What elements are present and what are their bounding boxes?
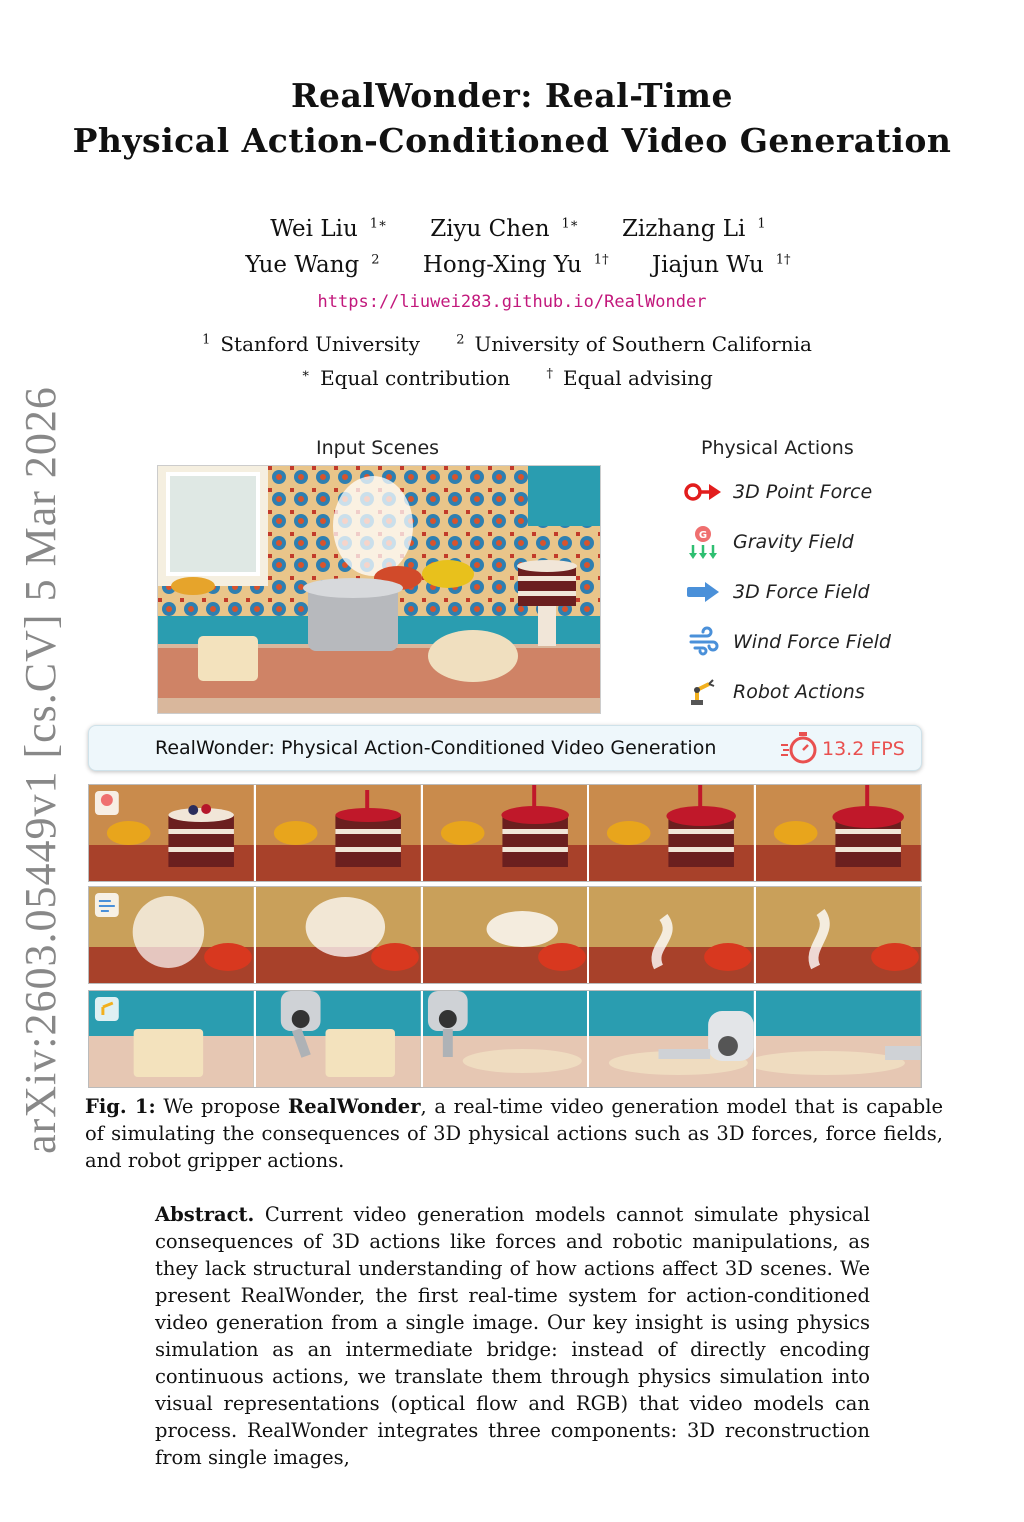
action-label: Gravity Field [733, 531, 854, 553]
author: Zizhang Li $^1$ [621, 216, 766, 242]
paper-title-line2: Physical Action-Conditioned Video Generation [72, 121, 952, 160]
author: Yue Wang $^2$ [245, 252, 380, 278]
video-frame [256, 991, 423, 1087]
action-robot-actions [683, 675, 865, 709]
action-label: 3D Point Force [733, 481, 873, 503]
stopwatch-icon [780, 731, 818, 769]
video-frame [423, 991, 590, 1087]
video-frame [423, 887, 590, 983]
frame-strip-gravity [88, 784, 922, 882]
action-label: Robot Actions [733, 681, 865, 703]
input-scene-image [157, 465, 601, 714]
action-wind-force-field [683, 625, 891, 659]
video-frame [89, 887, 256, 983]
author: Wei Liu $^{1∗}$ [270, 216, 387, 242]
video-frame [423, 785, 590, 881]
arxiv-stamp: arXiv:2603.05449v1 [cs.CV] 5 Mar 2026 [16, 386, 65, 1154]
authors-line1 [0, 216, 1024, 242]
video-frame [756, 991, 921, 1087]
video-frame [589, 785, 756, 881]
video-frame [256, 785, 423, 881]
video-frame [89, 785, 256, 881]
video-frame [589, 887, 756, 983]
video-frame [256, 887, 423, 983]
figure-caption: Fig. 1: We propose RealWonder, a real-time video generation model that is capable of simulating the consequences of 3D physical actions such as 3D forces, force fields, and robot gripper actions. [85, 1095, 944, 1172]
video-frame [89, 991, 256, 1087]
action-force-field [683, 575, 870, 609]
action-label: 3D Force Field [733, 581, 870, 603]
contribution-notes: ∗ Equal contribution † Equal advising [301, 366, 713, 390]
abstract: Abstract. Current video generation models cannot simulate physical consequences of 3D actions like forces and robotic manipulations, as they lack structural understanding of how actions affect 3D scenes. We present RealWonder, the first real-time system for action-conditioned video generation from a single image. Our key insight is using physics simulation as an intermediate bridge: instead of directly encoding continuous actions, we translate them through physics simulation into visual representations (optical flow and RGB) that video models can process. RealWonder integrates three components: 3D reconstruction from single images, [155, 1203, 870, 1469]
fps-readout: 13.2 FPS [822, 738, 905, 760]
action-point-force [683, 475, 872, 509]
paper-title-line1: RealWonder: Real-Time [291, 76, 733, 115]
video-frame [756, 887, 921, 983]
banner-title: RealWonder: Physical Action-Conditioned Video Generation [155, 737, 717, 759]
input-scenes-label: Input Scenes [316, 437, 440, 459]
frame-strip-robot [88, 990, 922, 1088]
author: Ziyu Chen $^{1∗}$ [430, 216, 579, 242]
author: Hong-Xing Yu $^{1\dagger}$ [422, 252, 609, 278]
video-frame [756, 785, 921, 881]
gravity-field-icon [683, 527, 723, 557]
action-label: Wind Force Field [733, 631, 891, 653]
wind-icon [683, 627, 723, 657]
svg-text:G: G [698, 530, 708, 541]
author: Jiajun Wu $^{1\dagger}$ [651, 252, 791, 278]
video-frame [589, 991, 756, 1087]
affiliations: $^1$ Stanford University $^2$ University of Southern California [202, 332, 812, 356]
physical-actions-label: Physical Actions [701, 437, 854, 459]
frame-strip-wind [88, 886, 922, 984]
authors-line2 [0, 252, 1024, 278]
robot-arm-icon [683, 677, 723, 707]
project-url-link[interactable]: https://liuwei283.github.io/RealWonder [317, 292, 707, 312]
point-force-icon [683, 477, 723, 507]
action-gravity-field [683, 525, 854, 559]
force-field-icon [683, 577, 723, 607]
